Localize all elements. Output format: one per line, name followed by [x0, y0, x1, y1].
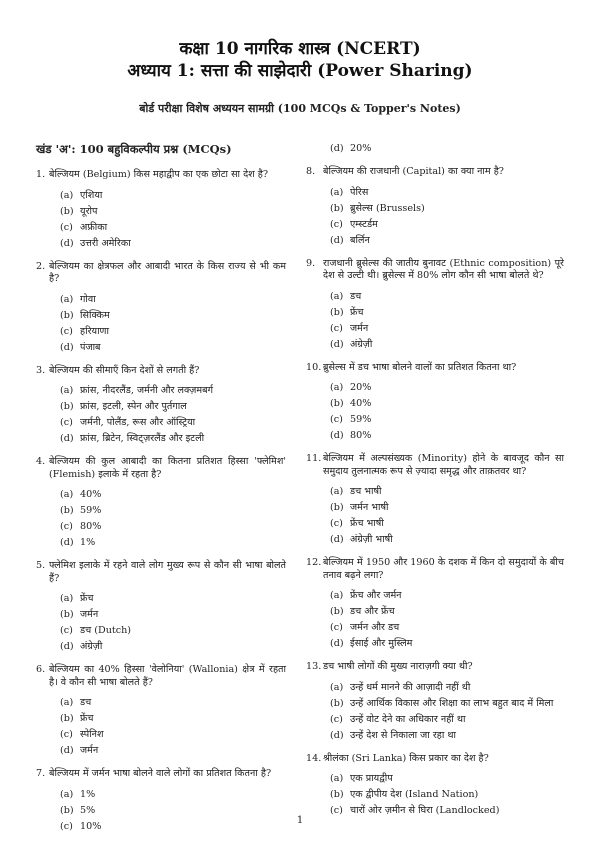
mcq-option: [330, 185, 564, 201]
option-label: (a): [330, 186, 344, 198]
option-list: [330, 680, 564, 744]
option-label: (c): [60, 625, 73, 636]
option-list: [330, 289, 564, 353]
option-text: यूरोप: [80, 205, 98, 217]
mcq-option: [60, 695, 286, 711]
option-text: ईसाई और मुस्लिम: [350, 638, 413, 649]
question-number: 14.: [306, 752, 322, 764]
option-label: (d): [330, 430, 344, 441]
mcq-question: [36, 261, 286, 286]
option-label: (c): [60, 417, 73, 428]
mcq-option: [60, 415, 286, 431]
option-text: 40%: [350, 398, 372, 409]
option-label: (b): [60, 205, 74, 217]
option-label: (b): [330, 306, 344, 318]
option-text: उन्हें देश से निकाला जा रहा था: [350, 729, 456, 741]
mcq-option: [330, 696, 564, 712]
mcq-option: [60, 535, 286, 551]
option-label: (b): [330, 502, 344, 513]
option-text: अंग्रेज़ी: [80, 641, 103, 652]
option-text: स्पेनिश: [80, 729, 104, 740]
option-text: फ्रांस, नीदरलैंड, जर्मनी और लक्ज़मबर्ग: [80, 385, 213, 396]
mcq-question: [36, 768, 286, 781]
option-text: अंग्रेज़ी भाषी: [350, 534, 393, 545]
option-text: जर्मनी, पोलैंड, रूस और ऑस्ट्रिया: [80, 417, 196, 428]
option-text: फ्रांस, ब्रिटेन, स्विट्ज़रलैंड और इटली: [80, 433, 205, 444]
mcq-option: [60, 591, 286, 607]
option-list: [60, 383, 286, 447]
option-text: एक प्रायद्वीप: [350, 773, 393, 784]
option-text: जर्मन भाषी: [350, 502, 389, 513]
option-label: (a): [60, 293, 74, 305]
option-text: फ्रांस, इटली, स्पेन और पुर्तगाल: [80, 401, 187, 412]
option-text: 80%: [350, 430, 372, 441]
option-list: [330, 588, 564, 652]
option-text: अफ्रीका: [80, 221, 108, 233]
mcq-option: [330, 604, 564, 620]
option-text: उन्हें आर्थिक विकास और शिक्षा का लाभ बहुत बाद में मिला: [350, 697, 554, 709]
option-text: 20%: [350, 382, 372, 393]
mcq-option: [330, 305, 564, 321]
option-label: (b): [60, 804, 74, 816]
option-label: (d): [60, 237, 74, 249]
option-list: [60, 487, 286, 551]
option-text: एक द्वीपीय देश (Island Nation): [350, 789, 479, 800]
option-label: (c): [330, 218, 343, 230]
option-label: (c): [330, 414, 343, 425]
question-number: 12.: [306, 557, 322, 568]
option-label: (a): [60, 189, 74, 201]
right-column: [306, 141, 564, 828]
mcq-question: [306, 258, 564, 283]
option-label: (a): [60, 697, 74, 708]
question-number: 10.: [306, 361, 322, 373]
mcq-option: [330, 233, 564, 249]
mcq-option: [60, 188, 286, 204]
option-label: (a): [60, 788, 74, 800]
mcq-option: [330, 217, 564, 233]
option-list: [60, 591, 286, 655]
option-label: (b): [330, 697, 344, 709]
option-text: डच और फ्रेंच: [350, 606, 395, 617]
mcq-option: [330, 636, 564, 652]
option-text: जर्मन: [350, 322, 369, 334]
question-text: बेल्जियम का 40% हिस्सा 'वेलोनिया' (Wallonia) क्षेत्र में रहता है। वे कौन सी भाषा बोलते हैं?: [49, 664, 286, 688]
mcq-option: [330, 201, 564, 217]
mcq-option: [330, 396, 564, 412]
question-number: 13.: [306, 661, 322, 672]
question-text: ब्रुसेल्स में डच भाषा बोलने वालों का प्रतिशत कितना था?: [323, 361, 517, 373]
mcq-question: [36, 456, 286, 481]
mcq-question: [306, 166, 564, 179]
mcq-option: [330, 500, 564, 516]
mcq-question: [36, 664, 286, 689]
mcq-option: [330, 337, 564, 353]
mcq-option: [60, 623, 286, 639]
mcq-option: [330, 588, 564, 604]
option-label: (c): [60, 221, 73, 233]
mcq-question: [306, 453, 564, 478]
option-label: (d): [60, 537, 74, 548]
option-label: (c): [330, 518, 343, 529]
question-number: 8.: [306, 166, 316, 177]
mcq-option: [330, 412, 564, 428]
option-list: [60, 787, 286, 835]
mcq-option: [330, 771, 564, 787]
document-subtitle: बोर्ड परीक्षा विशेष अध्ययन सामग्री (100 MCQs & Topper's Notes): [139, 102, 461, 115]
mcq-option: [60, 607, 286, 623]
mcq-option: [330, 380, 564, 396]
mcq-option: [330, 620, 564, 636]
option-text: हरियाणा: [80, 325, 109, 337]
mcq-option: [60, 743, 286, 759]
option-text: 1%: [80, 788, 96, 800]
option-text: बर्लिन: [350, 234, 370, 246]
mcq-option: [60, 487, 286, 503]
mcq-option: [60, 220, 286, 236]
mcq-option: [330, 321, 564, 337]
option-text: अंग्रेज़ी: [350, 338, 373, 350]
question-text: बेल्जियम में जर्मन भाषा बोलने वाले लोगों का प्रतिशत कितना है?: [49, 768, 272, 779]
option-list: [330, 380, 564, 444]
option-text: उन्हें वोट देने का अधिकार नहीं था: [350, 713, 466, 725]
option-text: 59%: [80, 505, 102, 516]
option-text: फ्रेंच: [80, 713, 94, 724]
mcq-question: [36, 169, 286, 182]
option-label: (c): [60, 729, 73, 740]
option-label: (a): [330, 382, 344, 393]
option-label: (b): [330, 202, 344, 214]
mcq-option: [60, 787, 286, 803]
mcq-option: [330, 516, 564, 532]
option-list: [330, 771, 564, 819]
question-text: बेल्जियम की राजधानी (Capital) का क्या नाम है?: [323, 166, 504, 177]
mcq-option: [60, 204, 286, 220]
question-text: बेल्जियम (Belgium) किस महाद्वीप का एक छोटा सा देश है?: [49, 169, 268, 180]
option-text: एम्स्टर्डम: [350, 218, 378, 230]
option-label: (b): [60, 401, 74, 412]
mcq-option: [330, 787, 564, 803]
option-label: (d): [330, 143, 344, 154]
mcq-option: [330, 484, 564, 500]
option-label: (d): [60, 745, 74, 756]
mcq-option: [60, 383, 286, 399]
option-label: (c): [60, 820, 73, 832]
question-text: बेल्जियम का क्षेत्रफल और आबादी भारत के किस राज्य से भी कम है?: [49, 260, 286, 284]
option-text: 20%: [350, 143, 372, 154]
option-label: (b): [60, 505, 74, 516]
option-text: 5%: [80, 804, 96, 816]
option-label: (d): [330, 534, 344, 545]
question-text: श्रीलंका (Sri Lanka) किस प्रकार का देश है?: [323, 752, 489, 764]
option-label: (a): [330, 773, 344, 784]
mcq-option: [60, 236, 286, 252]
option-label: (a): [60, 489, 74, 500]
option-list: [330, 484, 564, 548]
option-list: [60, 292, 286, 356]
option-list: [60, 188, 286, 252]
question-text: बेल्जियम की कुल आबादी का कितना प्रतिशत हिस्सा 'फ्लेमिश' (Flemish) इलाके में रहता है?: [49, 456, 286, 480]
mcq-question: [306, 557, 564, 582]
option-text: डच भाषी: [350, 486, 382, 497]
mcq-option: [330, 712, 564, 728]
option-label: (d): [330, 234, 344, 246]
mcq-question: [306, 753, 564, 766]
mcq-option: [60, 292, 286, 308]
option-text: डच: [80, 697, 92, 708]
question-number: 1.: [36, 169, 46, 180]
mcq-option: [330, 289, 564, 305]
option-label: (a): [330, 681, 344, 693]
option-label: (b): [60, 309, 74, 321]
option-label: (b): [330, 789, 344, 800]
option-text: पेरिस: [350, 186, 369, 198]
question-number: 4.: [36, 456, 46, 467]
mcq-option: [60, 308, 286, 324]
option-label: (c): [60, 325, 73, 337]
question-number: 6.: [36, 664, 46, 675]
question-number: 9.: [306, 257, 316, 269]
option-text: एशिया: [80, 189, 103, 201]
mcq-option: [60, 519, 286, 535]
option-text: ब्रुसेल्स (Brussels): [350, 202, 425, 214]
option-text: जर्मन और डच: [350, 622, 400, 633]
option-label: (c): [330, 805, 343, 816]
mcq-option: [330, 680, 564, 696]
question-number: 2.: [36, 260, 46, 272]
option-text: 40%: [80, 489, 102, 500]
option-text: चारों ओर ज़मीन से घिरा (Landlocked): [350, 805, 500, 816]
option-list: [60, 695, 286, 759]
page-number: 1: [296, 815, 304, 826]
question-text: बेल्जियम की सीमाएँ किन देशों से लगती हैं?: [49, 364, 200, 376]
option-label: (d): [330, 729, 344, 741]
question-7-continuation: [330, 141, 564, 157]
option-label: (b): [330, 606, 344, 617]
option-text: फ्रेंच भाषी: [350, 518, 384, 529]
option-label: (d): [330, 638, 344, 649]
option-label: (c): [60, 521, 73, 532]
mcq-option: [60, 431, 286, 447]
question-number: 11.: [306, 453, 322, 464]
question-text: डच भाषी लोगों की मुख्य नाराज़गी क्या थी?: [323, 661, 473, 672]
option-text: डच (Dutch): [80, 625, 132, 636]
mcq-option: [330, 532, 564, 548]
mcq-question: [306, 362, 564, 375]
mcq-option: [60, 711, 286, 727]
option-text: डच: [350, 290, 362, 302]
mcq-option: [60, 399, 286, 415]
mcq-option: [60, 324, 286, 340]
mcq-option: [60, 503, 286, 519]
option-text: 1%: [80, 537, 96, 548]
option-text: 10%: [80, 820, 102, 832]
option-label: (a): [330, 590, 344, 601]
option-label: (a): [60, 385, 74, 396]
option-label: (a): [60, 593, 74, 604]
option-text: फ्रेंच: [80, 593, 94, 604]
option-text: 59%: [350, 414, 372, 425]
mcq-option: [60, 639, 286, 655]
option-label: (b): [60, 609, 74, 620]
option-text: फ्रेंच और जर्मन: [350, 590, 402, 601]
option-label: (c): [330, 713, 343, 725]
option-label: (b): [60, 713, 74, 724]
option-text: 80%: [80, 521, 102, 532]
option-label: (d): [60, 433, 74, 444]
option-text: गोवा: [80, 293, 96, 305]
question-number: 5.: [36, 560, 46, 571]
question-number: 3.: [36, 364, 46, 376]
option-label: (d): [330, 338, 344, 350]
option-label: (c): [330, 322, 343, 334]
option-text: सिक्किम: [80, 309, 110, 321]
mcq-option: [330, 141, 564, 157]
option-label: (c): [330, 622, 343, 633]
mcq-option: [330, 728, 564, 744]
mcq-option: [60, 727, 286, 743]
question-number: 7.: [36, 768, 46, 779]
option-label: (a): [330, 486, 344, 497]
option-list: [330, 185, 564, 249]
option-label: (d): [60, 641, 74, 652]
option-text: उन्हें धर्म मानने की आज़ादी नहीं थी: [350, 681, 471, 693]
option-text: फ्रेंच: [350, 306, 364, 318]
document-title: कक्षा 10 नागरिक शास्त्र (NCERT): [179, 39, 421, 59]
question-text: बेल्जियम में अल्पसंख्यक (Minority) होने के बावजूद कौन सा समुदाय तुलनात्मक रूप से ज़्यादा समृद्ध और ताक़तवर था?: [323, 453, 564, 477]
mcq-question: [306, 661, 564, 674]
mcq-question: [36, 365, 286, 378]
chapter-title: अध्याय 1: सत्ता की साझेदारी (Power Sharing): [127, 61, 473, 81]
left-column: [36, 141, 286, 844]
option-text: जर्मन: [80, 609, 99, 620]
option-text: पंजाब: [80, 341, 101, 353]
section-heading: खंड 'अ': 100 बहुविकल्पीय प्रश्न (MCQs): [36, 142, 232, 156]
option-label: (a): [330, 290, 344, 302]
mcq-option: [330, 428, 564, 444]
mcq-option: [60, 340, 286, 356]
option-label: (d): [60, 341, 74, 353]
question-text: राजधानी ब्रुसेल्स की जातीय बुनावट (Ethnic composition) पूरे देश से उल्टी थी। ब्रुसेल्स में 80% लोग कौन सी भाषा बोलते थे?: [323, 257, 564, 281]
question-text: बेल्जियम में 1950 और 1960 के दशक में किन दो समुदायों के बीच तनाव बढ़ने लगा?: [323, 557, 564, 581]
option-text: उत्तरी अमेरिका: [80, 237, 131, 249]
question-text: फ्लेमिश इलाके में रहने वाले लोग मुख्य रूप से कौन सी भाषा बोलते हैं?: [49, 560, 286, 584]
option-label: (b): [330, 398, 344, 409]
option-text: जर्मन: [80, 745, 99, 756]
mcq-question: [36, 560, 286, 585]
